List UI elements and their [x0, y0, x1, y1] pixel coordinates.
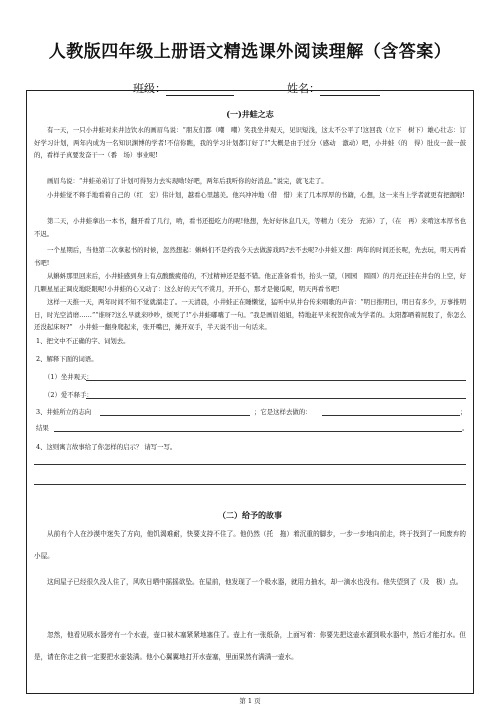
question-4: 4、这则寓言故事给了你怎样的启示？ 请写一写。 — [36, 443, 177, 451]
answer-line-3b[interactable] — [322, 415, 460, 416]
question-2: 2、解释下面的词语。 — [36, 355, 98, 363]
paragraph: 有一天，一只小井蛙对来井边饮水的画眉鸟说：“朋友们都（嘲 嘲）笑我坐井观天，见识短浅，这太不公平了!这回我（立下 树下）雄心壮志：订好学习计划，两年内成为一名知识渊博的学者!不信你瞧，我的学习计划都订好了!”大概是由于过分（感动 激动）吧，小井蛙（的 得）肚皮一鼓一鼓的，看样子真要发奋干一（番 场）事业呢! — [34, 126, 466, 160]
paragraph: 忽然，他看见吸水器旁有一个水壶，壶口被木塞紧紧地塞住了。壶上有一张纸条，上面写着：你要先把这壶水灌到吸水器中，然后才能打水。但是，请在你走之前一定要把水壶装满。他小心翼翼地打开水壶塞，里面果然有满满一壶水。 — [34, 631, 466, 661]
question-1: 1、把文中不正确的字、词划去。 — [36, 337, 130, 345]
page-number: 第 1 页 — [239, 697, 261, 705]
answer-line-3a[interactable] — [100, 415, 250, 416]
name-label: 姓名： — [287, 82, 320, 95]
paragraph: 第二天，小井蛙拿出一本书，翻开看了几行，哟，看书还挺吃力的呢!他想，先好好休息几天，等精力（充分 充沛）了，（在 再）来啃这本厚书也不迟。 — [34, 217, 466, 238]
question-3-mid: ；它是这样去做的： — [254, 408, 312, 416]
answer-line-3c[interactable] — [54, 431, 462, 432]
question-3-result: 结果 — [36, 424, 49, 432]
page-title: 人教版四年级上册语文精选课外阅读理解（含答案） — [48, 42, 452, 62]
paragraph: 这间屋子已经很久没人住了，风吹日晒中摇摇欲坠。在屋前，他发现了一个吸水器，就用力抽水，却一滴水也没有。他失望到了（及 极）点。 — [47, 578, 463, 586]
question-3-end: ； — [460, 408, 467, 416]
question-3: 3、井蛙所立的志向 — [36, 408, 92, 416]
paragraph: 一个星期后，当他第二次拿起书的时候，忽然想起：蝌蚪们不是约我今天去做游戏吗?去不去呢?小井蛙又想：两年的时间还长呢，先去玩，明天再看书吧! — [34, 246, 466, 267]
paragraph: 从前有个人在沙漠中迷失了方向，他饥渴难耐，快要支持不住了。他仍然（托 拖）着沉重的脚步，一步一步地向前走，终于找到了一间废弃的小屋。 — [34, 530, 466, 560]
paragraph: 这样一天推一天，两年时间不知不觉就溜走了。一天清晨，小井蛙正在睡懒觉，猛听中从井台传来唱歌的声音：“明日推明日，明日有多少，万事推明日，时光空消磨……”“谁呀?这么早就来吵吵，烦死了!”小井蛙嘟囔了一句。“我是画眉姐姐，特地赶早来祝贺你成为学者的。太阳都晒着屁股了，你怎么还没起床呀?” 小井蛙一翻身爬起来，张开嘴巴，摊开双手，半天说不出一句话来。 — [34, 298, 466, 332]
paragraph: 画眉鸟说：“井蛙弟弟订了计划可得努力去实现呦!好吧，两年后我听你的好消息。”说完，就飞走了。 — [47, 177, 328, 185]
paragraph: 小井蛙觉不释手地看着自己的（红 宏）伟计划，越看心里越美。他兴冲冲地（借 惜）来了几本厚厚的书籍，心想，这一来当上学者就更有把握啦! — [47, 191, 465, 199]
paragraph: 从蝌蚪那里回来后，小井蛙感到身上有点酸酸疲倦的，不过精神还是挺不错。他正准备看书，抬头一望，（园园 圆圆）的月亮正挂在井台的上空，好几颗星星正调皮地眨眼呢!小井蛙的心又动了：这么好的天气不赏月，开开心，那才是傻瓜呢，明天再看书吧! — [34, 272, 466, 293]
question-2a: （1）坐井观天： — [44, 373, 93, 381]
answer-line-2a[interactable] — [86, 380, 466, 381]
section-title: （二）给予的故事 — [218, 510, 282, 520]
answer-line-4a[interactable] — [34, 464, 466, 465]
answer-line-4b[interactable] — [34, 484, 466, 485]
class-label: 班级： — [133, 82, 166, 95]
question-3-period: 。 — [462, 424, 469, 432]
question-2b: （2）爱不释手： — [44, 391, 93, 399]
section-title: (一)井蛙之志 — [226, 109, 274, 119]
answer-line-2b[interactable] — [86, 398, 466, 399]
